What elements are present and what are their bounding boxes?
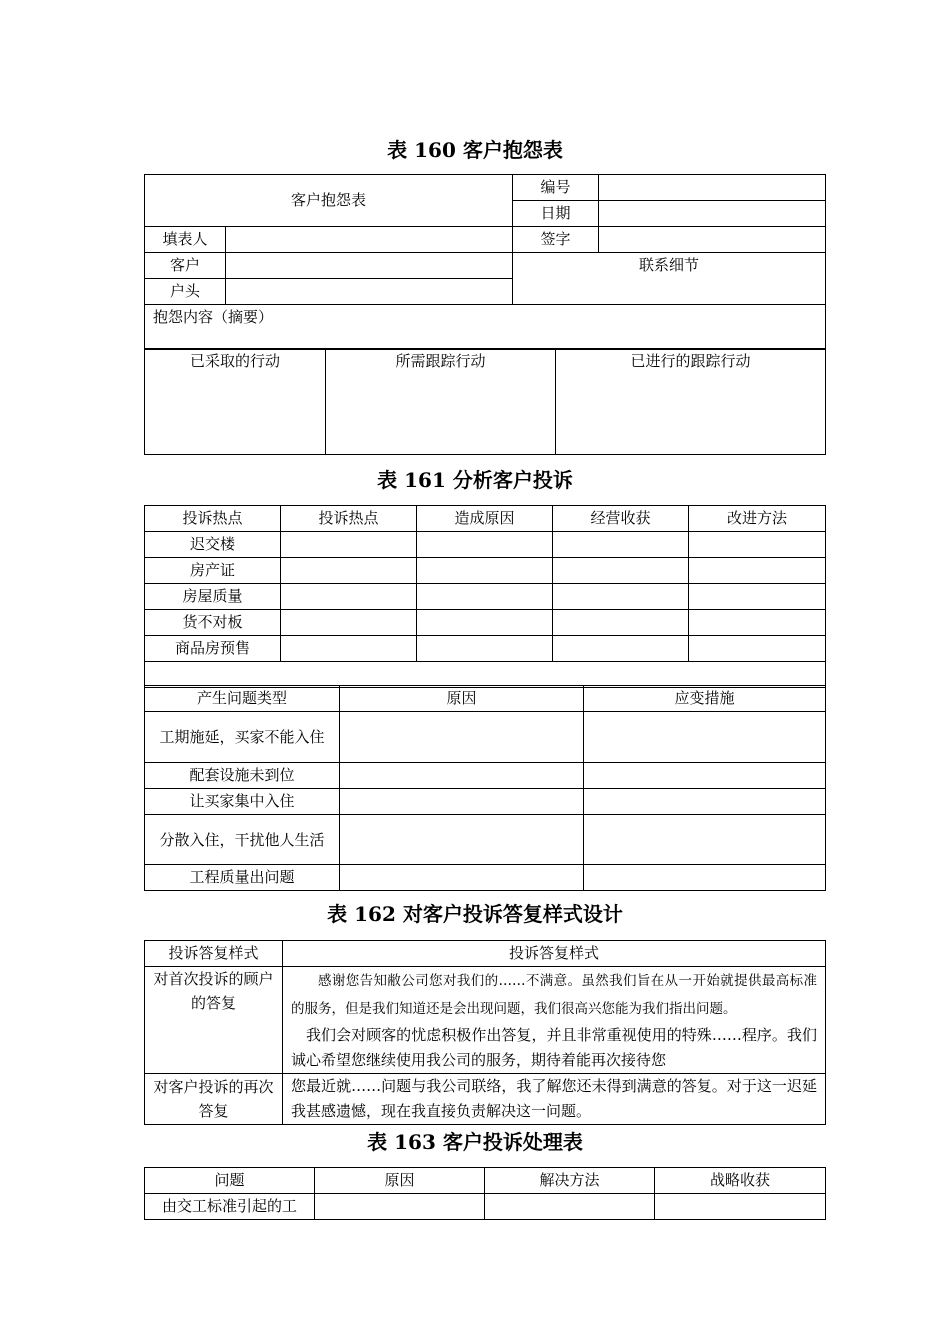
data-cell[interactable] [655,1194,826,1220]
data-cell[interactable] [584,815,826,865]
header-cell: 产生问题类型 [145,686,340,712]
data-cell[interactable] [417,558,553,584]
table-row [145,532,826,558]
table-162-title: 表 162 对客户投诉答复样式设计 [327,902,623,926]
data-cell[interactable] [553,532,689,558]
action-done-cell: 已进行的跟踪行动 [556,349,826,455]
data-cell[interactable] [584,865,826,891]
analysis-table [144,505,826,688]
customer-label: 客户 [145,253,226,279]
data-cell[interactable] [417,532,553,558]
data-cell[interactable] [417,610,553,636]
header-cell: 经营收获 [553,506,689,532]
row-label: 迟交楼 [145,532,281,558]
data-cell[interactable] [340,865,584,891]
reply-paragraph: 感谢您告知敝公司您对我们的……不满意。虽然我们旨在从一开始就提供最高标准的服务，但是我们知道还是会出现问题，我们很高兴您能为我们指出问题。 [291,973,817,1017]
table-row [145,610,826,636]
action-required-cell: 所需跟踪行动 [326,349,556,455]
reply-paragraph: 您最近就……问题与我公司联络，我了解您还未得到满意的答复。对于这一迟延我甚感遗憾，现在我直接负责解决这一问题。 [291,1077,817,1120]
signature-field[interactable] [599,227,826,253]
reply-style-table [144,940,826,1125]
row-label: 商品房预售 [145,636,281,662]
data-cell[interactable] [553,610,689,636]
data-cell[interactable] [553,584,689,610]
actions-table [144,348,826,455]
data-cell[interactable] [553,636,689,662]
problem-type-table [144,685,826,891]
header-cell: 投诉答复样式 [145,941,283,967]
account-label: 户头 [145,279,226,305]
table-row [145,584,826,610]
row-label: 货不对板 [145,610,281,636]
header-cell: 战略收获 [655,1168,826,1194]
complaint-handling-table [144,1167,826,1220]
table-row [145,1074,826,1125]
row-label: 对首次投诉的顾户的答复 [145,967,283,1074]
spacer-row [145,662,826,688]
table-163-title: 表 163 客户投诉处理表 [367,1130,583,1154]
header-cell: 原因 [315,1168,485,1194]
data-cell[interactable] [417,584,553,610]
row-label: 由交工标准引起的工 [145,1194,315,1220]
row-label: 分散入住，干扰他人生活 [145,815,340,865]
data-cell[interactable] [689,584,826,610]
number-field[interactable] [599,175,826,201]
complaint-table [144,174,826,350]
header-cell: 解决方法 [485,1168,655,1194]
header-cell: 造成原因 [417,506,553,532]
data-cell[interactable] [340,763,584,789]
reply-paragraph: 我们会对顾客的忧虑积极作出答复，并且非常重视使用的特殊……程序。我们诚心希望您继续使用我公司的服务，期待着能再次接待您 [291,1026,817,1069]
table-row [145,967,826,1074]
data-cell[interactable] [340,712,584,763]
table-row [145,1194,826,1220]
row-label: 让买家集中入住 [145,789,340,815]
data-cell[interactable] [417,636,553,662]
account-field[interactable] [226,279,513,305]
data-cell[interactable] [689,558,826,584]
header-cell: 原因 [340,686,584,712]
header-cell: 投诉热点 [281,506,417,532]
table-161-title: 表 161 分析客户投诉 [377,468,573,492]
data-cell[interactable] [553,558,689,584]
reply-text-cell [283,1074,826,1125]
row-label: 房产证 [145,558,281,584]
table-row [145,763,826,789]
data-cell[interactable] [584,712,826,763]
action-taken-cell: 已采取的行动 [145,349,326,455]
data-cell[interactable] [485,1194,655,1220]
signature-label: 签字 [513,227,599,253]
complaint-form-header: 客户抱怨表 [145,175,513,227]
table-160-title: 表 160 客户抱怨表 [387,138,563,162]
filler-label: 填表人 [145,227,226,253]
header-cell: 投诉热点 [145,506,281,532]
row-label: 房屋质量 [145,584,281,610]
contact-details-label: 联系细节 [513,253,826,305]
empty-cell [145,662,826,688]
row-label: 工期施延，买家不能入住 [145,712,340,763]
data-cell[interactable] [281,532,417,558]
data-cell[interactable] [584,789,826,815]
data-cell[interactable] [315,1194,485,1220]
data-cell[interactable] [340,789,584,815]
row-label: 配套设施未到位 [145,763,340,789]
complaint-content-label: 抱怨内容（摘要） [145,305,826,350]
data-cell[interactable] [340,815,584,865]
data-cell[interactable] [689,532,826,558]
table-row [145,865,826,891]
data-cell[interactable] [281,558,417,584]
filler-field[interactable] [226,227,513,253]
table-row [145,636,826,662]
row-label: 对客户投诉的再次答复 [145,1074,283,1125]
table-row [145,815,826,865]
data-cell[interactable] [281,636,417,662]
reply-text-cell [283,967,826,1074]
data-cell[interactable] [281,584,417,610]
data-cell[interactable] [584,763,826,789]
header-cell: 改进方法 [689,506,826,532]
date-field[interactable] [599,201,826,227]
row-label: 工程质量出问题 [145,865,340,891]
data-cell[interactable] [689,636,826,662]
date-label: 日期 [513,201,599,227]
customer-field[interactable] [226,253,513,279]
table-row [145,789,826,815]
header-cell: 问题 [145,1168,315,1194]
header-cell: 应变措施 [584,686,826,712]
table-row [145,558,826,584]
header-cell: 投诉答复样式 [283,941,826,967]
number-label: 编号 [513,175,599,201]
data-cell[interactable] [281,610,417,636]
data-cell[interactable] [689,610,826,636]
table-row [145,712,826,763]
